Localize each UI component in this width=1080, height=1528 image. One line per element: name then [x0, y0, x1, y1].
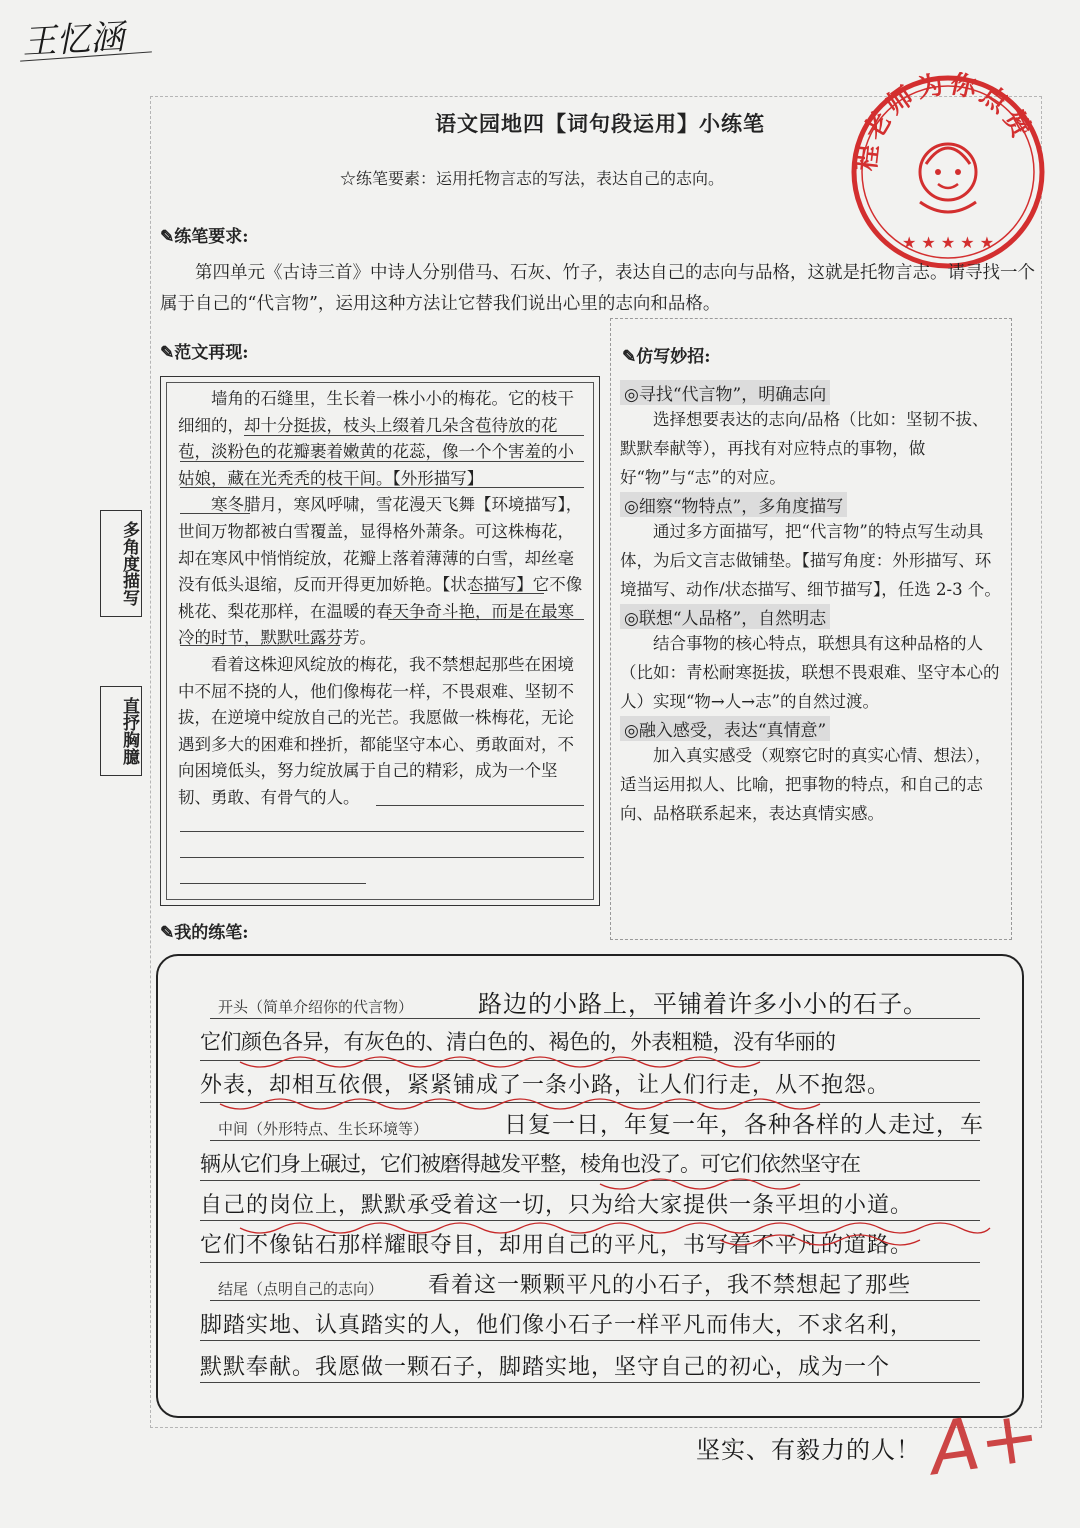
model-heading: ✎范文再现: [160, 343, 249, 363]
tip-item [620, 716, 1004, 828]
handwriting-line-3: 外表，却相互依偎，紧紧铺成了一条小路，让人们行走，从不抱怨。 [200, 1073, 891, 1098]
side-tag-direct-label: 直抒胸臆 [119, 697, 139, 765]
svg-text:★ ★ ★ ★ ★: ★ ★ ★ ★ ★ [901, 233, 995, 252]
model-paragraph-3: 看着这株迎风绽放的梅花，我不禁想起那些在困境中不屈不挠的人，他们像梅花一样，不畏艰难、坚韧不拔，在逆境中绽放自己的光芒。我愿做一株梅花，无论遇到多大的困难和挫折，都能坚守本心、勇敢面对，不向困境低头，努力绽放属于自己的精彩，成为一个坚韧、勇敢、有骨气的人。 [178, 654, 574, 807]
student-name: 王忆涵 [21, 17, 126, 63]
tips-heading: ✎仿写妙招: [622, 347, 711, 367]
tip-head: ◎细察“物特点”，多角度描写 [620, 492, 847, 517]
prompt-middle: 中间（外形特点、生长环境等） [218, 1120, 429, 1138]
tip-body: 结合事物的核心特点，联想具有这种品格的人（比如：青松耐寒挺拔，联想不畏艰难、坚守本心的人）实现“物→人→志”的自然过渡。 [620, 634, 1000, 711]
tip-item [620, 604, 1004, 716]
practice-goal: ☆练笔要素：运用托物言志的写法，表达自己的志向。 [340, 169, 725, 188]
tip-head: ◎寻找“代言物”，明确志向 [620, 380, 830, 405]
handwriting-line-5: 辆从它们身上碾过，它们被磨得越发平整，棱角也没了。可它们依然坚守在 [200, 1152, 860, 1176]
handwriting-line-10: 默默奉献。我愿做一颗石子，脚踏实地，坚守自己的初心，成为一个 [200, 1355, 891, 1380]
prompt-start: 开头（简单介绍你的代言物） [218, 998, 414, 1016]
handwriting-line-7: 它们不像钻石那样耀眼夺目，却用自己的平凡，书写着不平凡的道路。 [200, 1233, 914, 1258]
handwriting-line-2: 它们颜色各异，有灰色的、清白色的、褐色的，外表粗糙，没有华丽的 [200, 1030, 836, 1054]
requirements-text: 第四单元《古诗三首》中诗人分别借马、石灰、竹子，表达自己的志向与品格，这就是托物言志。请寻找一个属于自己的“代言物”，运用这种方法让它替我们说出心里的志向和品格。 [160, 263, 1035, 314]
requirements-heading: ✎练笔要求: [160, 227, 249, 247]
red-correction-marks [200, 1050, 1000, 1280]
tip-body: 通过多方面描写，把“代言物”的特点写生动具体，为后文言志做铺垫。【描写角度：外形描写、环境描写、动作/状态描写、细节描写】，任选 2-3 个。 [620, 522, 1001, 599]
worksheet-title: 语文园地四【词句段运用】小练笔 [435, 111, 765, 136]
side-tag-direct [100, 686, 142, 776]
handwriting-line-11: 坚实、有毅力的人！ [696, 1436, 921, 1464]
tip-head: ◎联想“人品格”，自然明志 [620, 604, 830, 629]
handwriting-line-4: 日复一日，年复一年，各种各样的人走过，车 [504, 1112, 984, 1138]
prompt-end: 结尾（点明自己的志向） [218, 1280, 384, 1298]
tip-body: 选择想要表达的志向/品格（比如：坚韧不拔、默默奉献等），再找有对应特点的事物，做好“物”与“志”的对应。 [620, 410, 989, 487]
stamp-text: 程老师为你点赞 [851, 72, 1038, 173]
grade-mark: A+ [924, 1392, 1045, 1492]
teacher-stamp [848, 72, 1048, 272]
tip-body: 加入真实感受（观察它时的真实心情、想法），适当运用拟人、比喻，把事物的特点，和自己的志向、品格联系起来，表达真情实感。 [620, 746, 992, 823]
tip-head: ◎融入感受，表达“真情意” [620, 716, 830, 741]
tips-list [620, 380, 1004, 828]
stamp-seal-icon [848, 72, 1048, 272]
model-paragraph-1: 墙角的石缝里，生长着一株小小的梅花。它的枝干细细的，却十分挺拔，枝头上缀着几朵含苞待放的花苞，淡粉色的花瓣裹着嫩黄的花蕊，像一个个害羞的小姑娘，藏在光秃秃的枝干间。【外形描写】 [178, 389, 574, 488]
handwriting-line-8: 看着这一颗颗平凡的小石子，我不禁想起了那些 [428, 1273, 912, 1298]
handwriting-line-1: 路边的小路上，平铺着许多小小的石子。 [478, 990, 928, 1018]
handwriting-line-9: 脚踏实地、认真踏实的人，他们像小石子一样平凡而伟大，不求名利， [200, 1313, 914, 1338]
tip-item [620, 380, 1004, 492]
handwriting-line-6: 自己的岗位上，默默承受着这一切，只为给大家提供一条平坦的小道。 [200, 1193, 914, 1218]
model-paragraph-2: 寒冬腊月，寒风呼啸，雪花漫天飞舞【环境描写】，世间万物都被白雪覆盖，显得格外萧条。可这株梅花，却在寒风中悄悄绽放，花瓣上落着薄薄的白雪，却丝毫没有低头退缩，反而开得更加娇艳。【状态描写】它不像桃花、梨花那样，在温暖的春天争奇斗艳，而是在最寒冷的时节，默默吐露芬芳。 [178, 495, 583, 648]
side-tag-multi-angle [100, 510, 142, 617]
tip-item [620, 492, 1004, 604]
my-writing-heading: ✎我的练笔: [160, 923, 249, 943]
svg-text:程老师为你点赞 [851, 72, 1038, 173]
side-tag-multi-label: 多角度描写 [119, 521, 139, 606]
model-essay [178, 386, 586, 812]
